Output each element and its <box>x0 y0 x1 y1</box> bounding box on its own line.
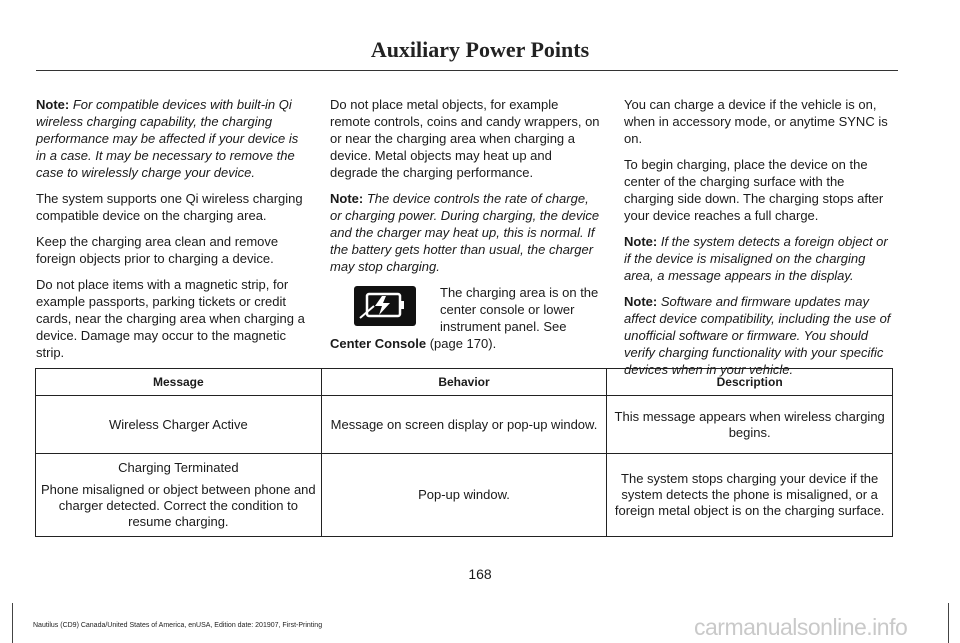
watermark: carmanualsonline.info <box>694 614 908 640</box>
cell-description: The system stops charging your device if the system detects the phone is misaligned, or a foreign metal object is on the charging surface. <box>607 454 893 537</box>
note-text: For compatible devices with built-in Qi wireless charging capability, the charging performance may be affected if your device is in a case. It may be necessary to remove the case to wirelessly charge your device. <box>36 97 299 180</box>
page-number: 168 <box>468 566 492 582</box>
paragraph-begin-charging: To begin charging, place the device on the center of the charging surface with the charging side down. The charging stops after your device reaches a full charge. <box>624 157 884 223</box>
note-text: The device controls the rate of charge, or charging power. During charging, the device and the charger may heat up, this is normal. If the battery gets hotter than usual, the charger may stop charging. <box>330 191 600 274</box>
paragraph-keep-clean: Keep the charging area clean and remove foreign objects prior to charging a device. <box>36 234 279 266</box>
table-row <box>36 454 893 537</box>
charging-area-text: The charging area is on the center console or lower instrument panel. See <box>440 285 599 334</box>
note-compatible-devices <box>36 96 306 181</box>
column-right <box>624 96 894 387</box>
message-text: Wireless Charger Active <box>108 416 248 432</box>
note-charge-rate <box>330 190 600 275</box>
column-header-behavior: Behavior <box>321 369 607 396</box>
column-header-message: Message <box>36 369 322 396</box>
note-label: Note: <box>624 294 658 309</box>
column-header-description: Description <box>607 369 893 396</box>
page-reference: (page 170). <box>426 336 497 351</box>
column-left <box>36 96 306 370</box>
messages-table <box>35 368 893 537</box>
footer-left-rule <box>12 603 13 643</box>
column-middle <box>330 96 600 352</box>
note-label: Note: <box>36 97 70 112</box>
title-divider <box>36 70 898 71</box>
page-title: Auxiliary Power Points <box>370 37 590 62</box>
note-text: If the system detects a foreign object or if the device is misaligned on the charging area, a message appears in the display. <box>624 234 888 283</box>
cell-message <box>36 454 322 537</box>
note-label: Note: <box>624 234 658 249</box>
message-text: Charging Terminated <box>118 460 239 475</box>
cell-message <box>36 396 322 454</box>
center-console-link[interactable]: Center Console <box>330 336 427 351</box>
table-row <box>36 396 893 454</box>
cell-description: This message appears when wireless charging begins. <box>607 396 893 454</box>
charging-area-info <box>330 284 600 352</box>
note-text: Software and firmware updates may affect device compatibility, including the use of unofficial software or firmware. You should verify charging functionality with your specific devices when in your vehicle. <box>624 294 891 377</box>
edition-info: Nautilus (CD9) Canada/United States of America, enUSA, Edition date: 201907, First-Printing <box>33 622 323 629</box>
paragraph-charge-when: You can charge a device if the vehicle is on, when in accessory mode, or anytime SYNC is on. <box>624 97 888 146</box>
footer-right-rule <box>948 603 949 643</box>
wireless-charging-icon <box>354 286 416 326</box>
paragraph-magnetic-strip: Do not place items with a magnetic strip, for example passports, parking tickets or credit cards, near the charging area when charging a device. Damage may occur to the magnetic strip. <box>36 277 305 360</box>
message-detail: Phone misaligned or object between phone and charger detected. Correct the condition to resume charging. <box>41 482 316 529</box>
note-label: Note: <box>330 191 364 206</box>
cell-behavior: Message on screen display or pop-up window. <box>321 396 607 454</box>
paragraph-supports-one-device: The system supports one Qi wireless charging compatible device on the charging area. <box>36 191 303 223</box>
cell-behavior: Pop-up window. <box>321 454 607 537</box>
note-software-updates <box>624 293 894 378</box>
table-header-row <box>36 369 893 396</box>
note-foreign-object <box>624 233 894 284</box>
paragraph-metal-objects: Do not place metal objects, for example remote controls, coins and candy wrappers, on or near the charging area when charging a device. Metal objects may heat up and degrade the charging performance. <box>330 97 600 180</box>
